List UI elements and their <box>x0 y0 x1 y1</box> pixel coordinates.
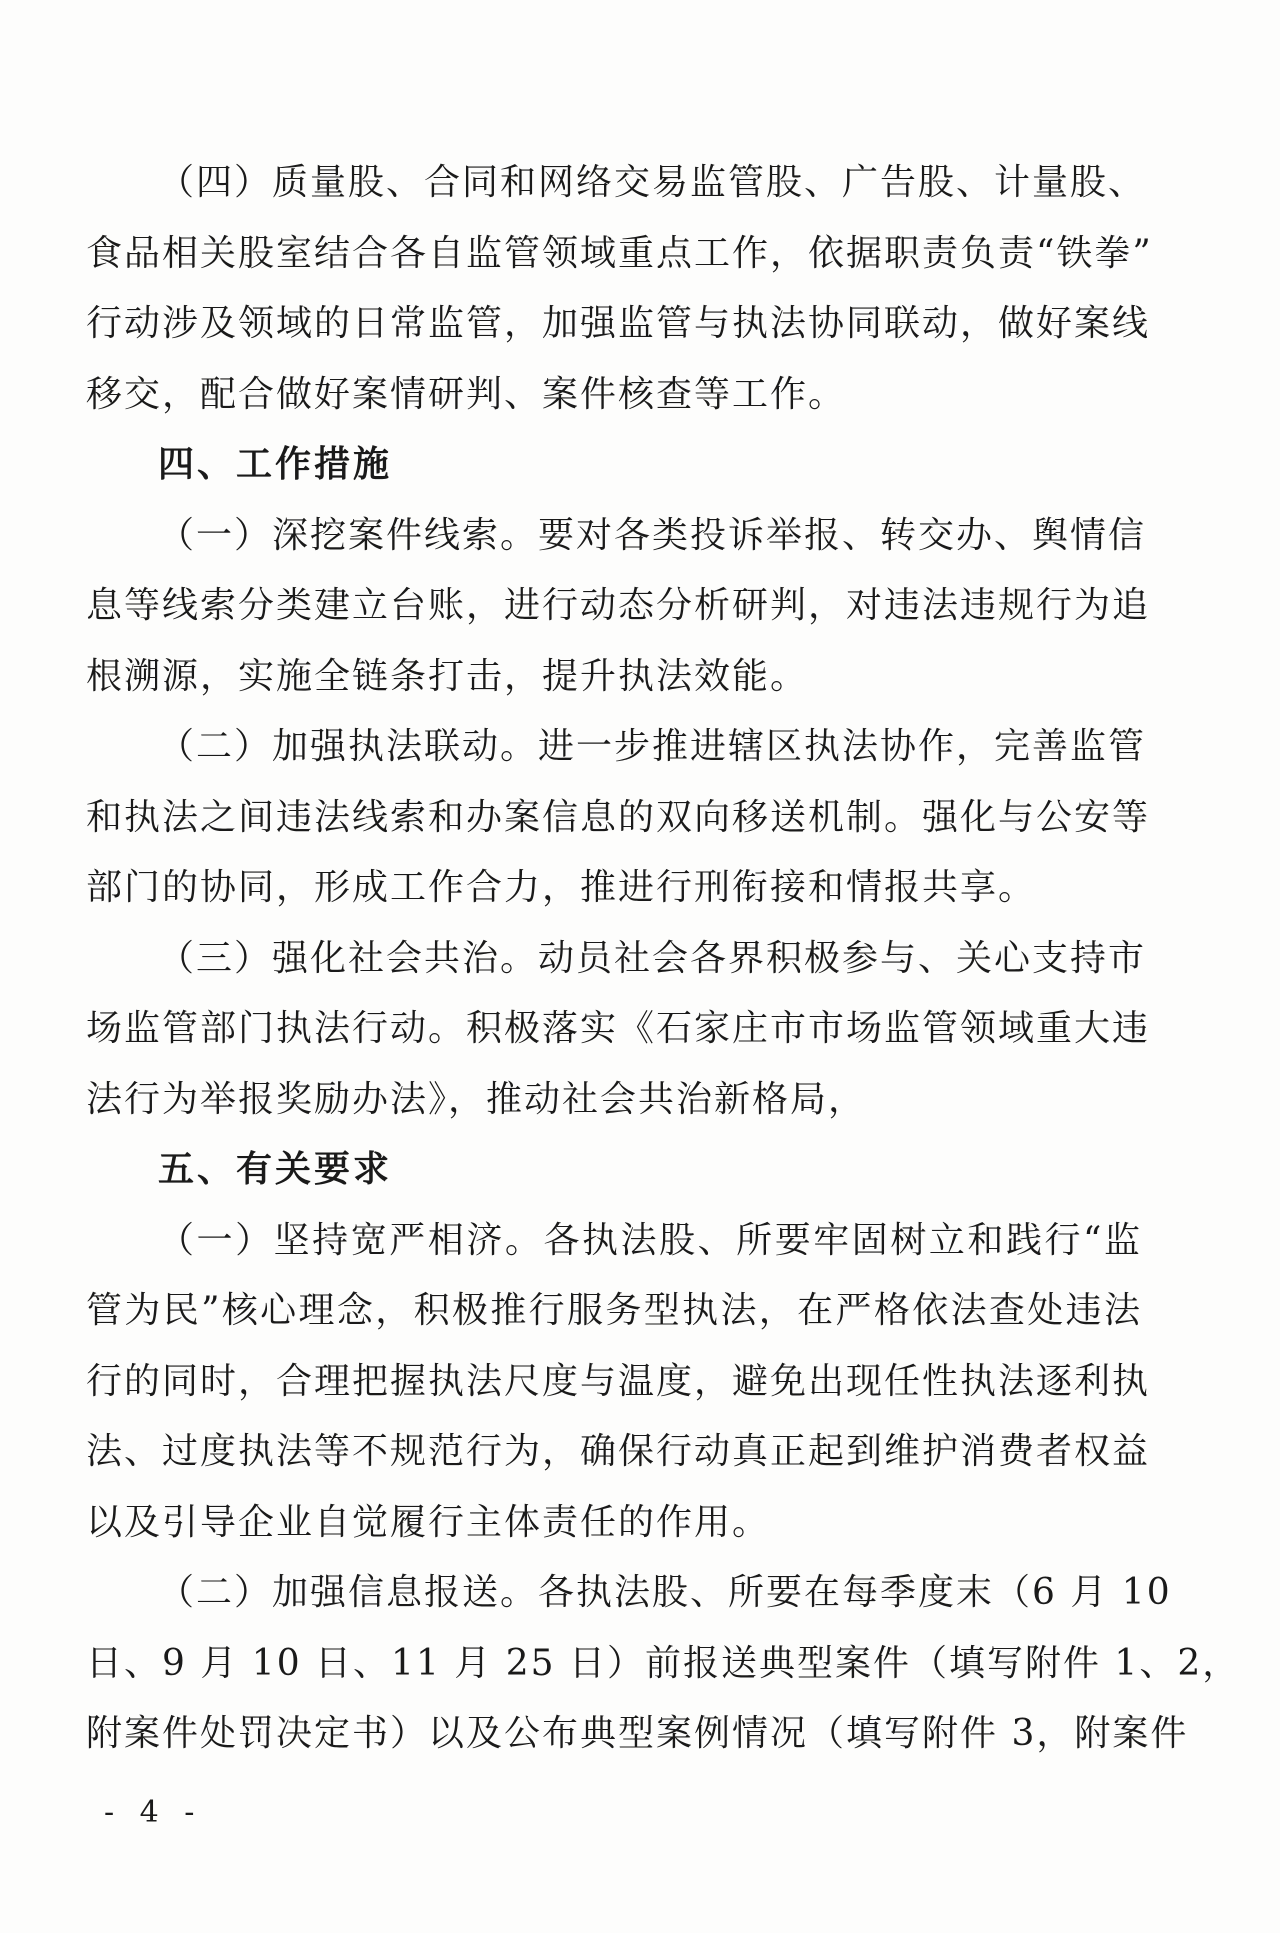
text-line: 行的同时，合理把握执法尺度与温度，避免出现任性执法逐利执 <box>86 1360 1151 1402</box>
heading-text: 四、工作措施 <box>158 444 393 485</box>
text-line: 和执法之间违法线索和办案信息的双向移送机制。强化与公安等 <box>86 796 1151 838</box>
text-line: 行动涉及领域的日常监管，加强监管与执法协同联动，做好案线 <box>86 303 1151 344</box>
text-line: 部门的协同，形成工作合力，推进行刑衔接和情报共享。 <box>86 867 1037 908</box>
text-line: （一）深挖案件线索。要对各类投诉举报、转交办、舆情信 <box>158 514 1147 556</box>
paragraph <box>86 148 1153 430</box>
text-line: （二）加强信息报送。各执法股、所要在每季度末（6 月 10 <box>158 1572 1172 1613</box>
text-line: （二）加强执法联动。进一步推进辖区执法协作，完善监管 <box>158 726 1147 767</box>
paragraph <box>86 712 1151 924</box>
text-line: 法、过度执法等不规范行为，确保行动真正起到维护消费者权益 <box>86 1431 1151 1472</box>
paragraph <box>86 924 1151 1136</box>
text-line: （一）坚持宽严相济。各执法股、所要牢固树立和践行“监 <box>158 1219 1142 1261</box>
text-line: 根溯源，实施全链条打击，提升执法效能。 <box>86 655 809 697</box>
text-line: 食品相关股室结合各自监管领域重点工作，依据职责负责“铁拳” <box>86 232 1153 274</box>
paragraph <box>86 1558 1241 1770</box>
text-line: 附案件处罚决定书）以及公布典型案例情况（填写附件 3，附案件 <box>86 1713 1189 1754</box>
text-line: 以及引导企业自觉履行主体责任的作用。 <box>86 1501 771 1543</box>
text-line: （四）质量股、合同和网络交易监管股、广告股、计量股、 <box>158 162 1147 203</box>
paragraph <box>86 1206 1151 1559</box>
text-line: 场监管部门执法行动。积极落实《石家庄市市场监管领域重大违 <box>86 1008 1151 1049</box>
text-line: （三）强化社会共治。动员社会各界积极参与、关心支持市 <box>158 937 1147 979</box>
text-line: 法行为举报奖励办法》，推动社会共治新格局， <box>86 1078 867 1120</box>
text-line: 息等线索分类建立台账，进行动态分析研判，对违法违规行为追 <box>86 585 1151 626</box>
paragraph <box>86 501 1151 713</box>
section-heading <box>86 430 1142 501</box>
heading-text: 五、有关要求 <box>158 1149 393 1190</box>
section-heading <box>86 1135 1142 1206</box>
page-number: - 4 - <box>104 1795 203 1830</box>
text-line: 管为民”核心理念，积极推行服务型执法，在严格依法查处违法 <box>86 1290 1142 1331</box>
text-line: 移交，配合做好案情研判、案件核查等工作。 <box>86 373 847 415</box>
text-line: 日、9 月 10 日、11 月 25 日）前报送典型案件（填写附件 1、2， <box>86 1642 1241 1684</box>
document-body <box>86 148 1241 1770</box>
